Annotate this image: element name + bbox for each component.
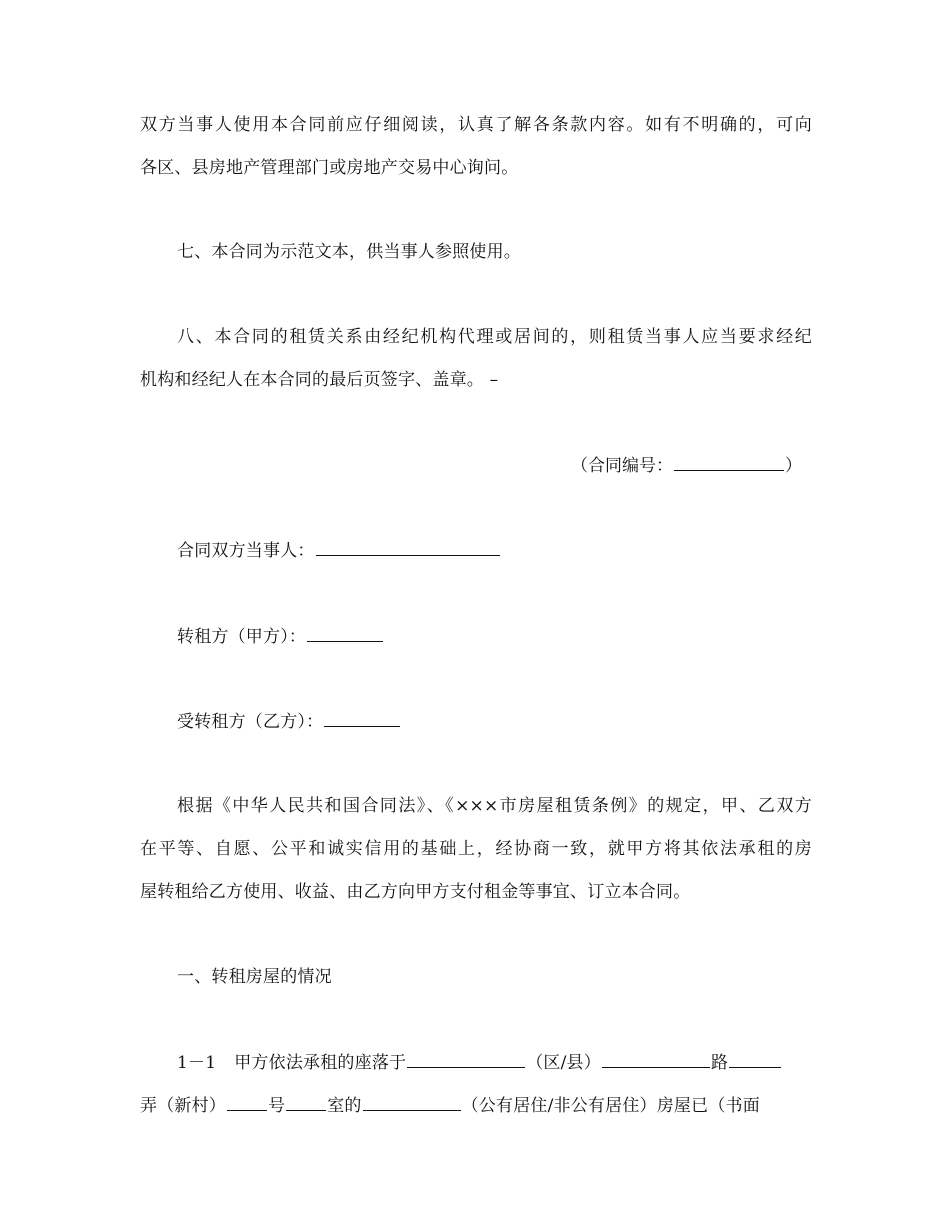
lessee-blank: [324, 710, 400, 727]
lessor-line: [177, 625, 812, 648]
contract-number-blank: [674, 454, 784, 471]
paragraph-clause-seven: 七、本合同为示范文本，供当事人参照使用。: [177, 242, 521, 262]
paragraph-basis-line-1: 根据《中华人民共和国合同法》、《×××市房屋租赁条例》的规定，甲、乙双方: [177, 796, 812, 816]
housing-type-blank: [363, 1094, 461, 1111]
clause-text-lane: 弄（新村）: [140, 1096, 226, 1116]
lane-blank: [729, 1051, 781, 1068]
clause-text-location: 甲方依法承租的座落于: [234, 1053, 407, 1073]
number-blank: [227, 1094, 267, 1111]
paragraph-basis-line-2: 在平等、自愿、公平和诚实信用的基础上，经协商一致，就甲方将其依法承租的房: [140, 839, 812, 859]
clause-text-road: 路: [710, 1053, 729, 1073]
paragraph-clause-eight-line-2: 机构和经纪人在本合同的最后页签字、盖章。 –: [140, 370, 499, 390]
room-blank: [286, 1094, 326, 1111]
lessee-label: 受转租方（乙方）：: [177, 712, 324, 732]
lessee-line: [177, 710, 812, 733]
parties-blank: [316, 539, 500, 556]
district-blank: [407, 1051, 525, 1068]
clause-text-district: （区/县）: [526, 1053, 601, 1073]
clause-text-room: 室的: [327, 1096, 362, 1116]
contract-number-label: （合同编号：: [571, 456, 673, 476]
contract-number-line: [571, 454, 802, 477]
paragraph-notice-line-1: 双方当事人使用本合同前应仔细阅读，认真了解各条款内容。如有不明确的，可向: [140, 115, 812, 135]
parties-label: 合同双方当事人：: [177, 541, 315, 561]
clause-1-1-line-2: [140, 1094, 812, 1117]
road-blank: [602, 1051, 710, 1068]
clause-number: 1－1: [177, 1053, 217, 1073]
clause-text-housing-type: （公有居住/非公有居住）房屋已（书面: [461, 1096, 760, 1116]
clause-1-1-line-1: [177, 1051, 812, 1074]
lessor-label: 转租方（甲方）：: [177, 627, 307, 647]
section-one-title: 一、转租房屋的情况: [177, 967, 332, 987]
contract-number-close: ）: [785, 456, 802, 476]
paragraph-clause-eight-line-1: 八、本合同的租赁关系由经纪机构代理或居间的，则租赁当事人应当要求经纪: [177, 327, 812, 347]
paragraph-notice-line-2: 各区、县房地产管理部门或房地产交易中心询问。: [140, 158, 519, 178]
lessor-blank: [307, 625, 383, 642]
clause-text-number: 号: [268, 1096, 286, 1116]
paragraph-basis-line-3: 屋转租给乙方使用、收益、由乙方向甲方支付租金等事宜、订立本合同。: [140, 882, 691, 902]
parties-line: [177, 539, 812, 562]
